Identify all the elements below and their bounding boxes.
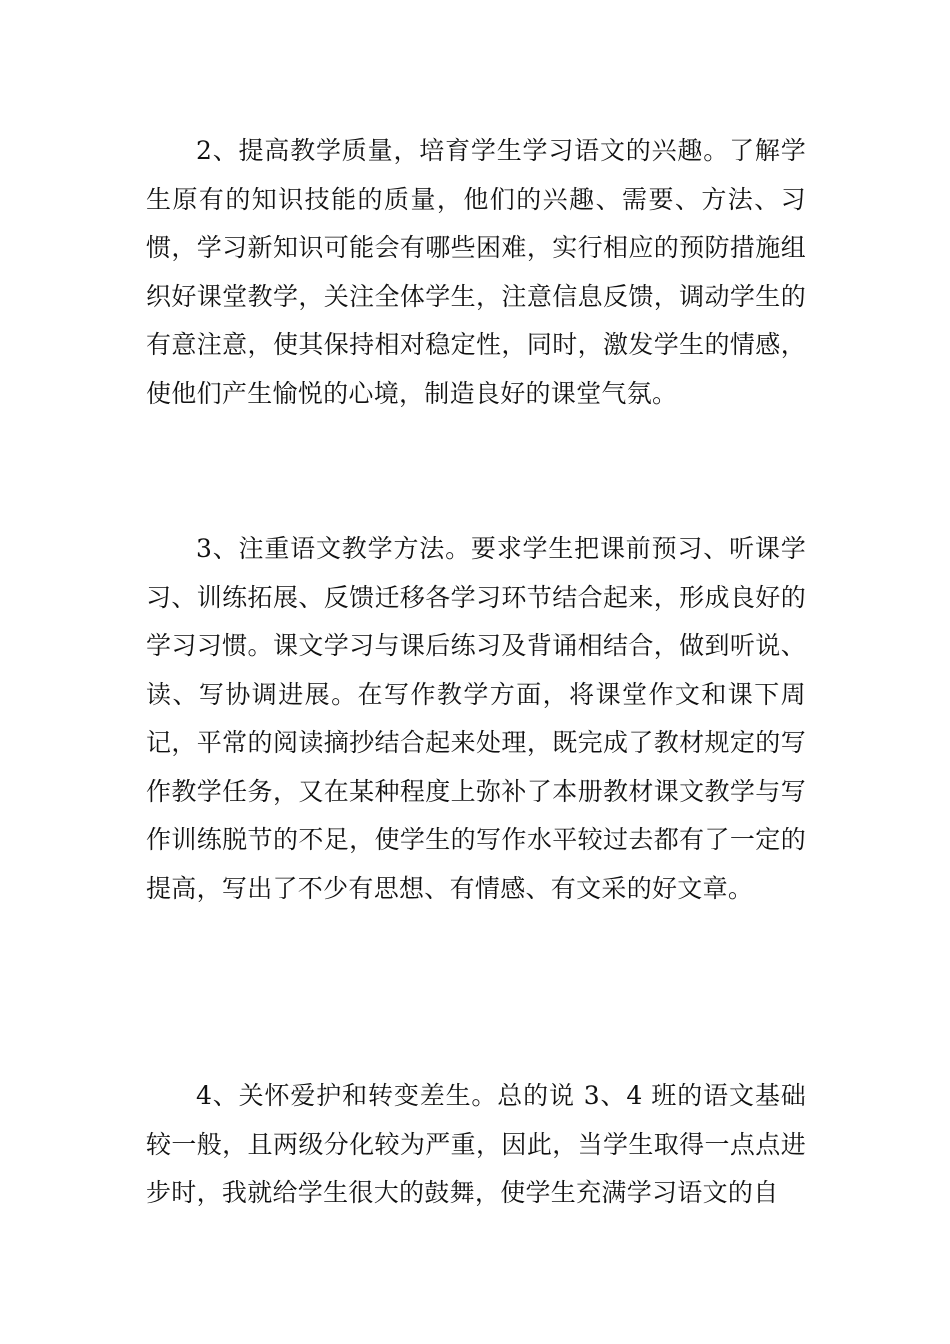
paragraph-teaching-methods: 3、注重语文教学方法。要求学生把课前预习、听课学习、训练拓展、反馈迁移各学习环节结合起来，形成良好的学习习惯。课文学习与课后练习及背诵相结合，做到听说、读、写协调进展。在写作教学方面，将课堂作文和课下周记，平常的阅读摘抄结合起来处理，既完成了教材规定的写作教学任务，又在某种程度上弥补了本册教材课文教学与写作训练脱节的不足，使学生的写作水平较过去都有了一定的提高，写出了不少有思想、有情感、有文采的好文章。: [146, 534, 806, 903]
paragraph-struggling-students: 4、关怀爱护和转变差生。总的说 3、4 班的语文基础较一般，且两级分化较为严重，因此，当学生取得一点点进步时，我就给学生很大的鼓舞，使学生充满学习语文的自: [146, 1081, 806, 1207]
paragraph-teaching-quality: 2、提高教学质量，培育学生学习语文的兴趣。了解学生原有的知识技能的质量，他们的兴趣、需要、方法、习惯，学习新知识可能会有哪些困难，实行相应的预防措施组织好课堂教学，关注全体学生，注意信息反馈，调动学生的有意注意，使其保持相对稳定性，同时，激发学生的情感，使他们产生愉悦的心境，制造良好的课堂气氛。: [146, 136, 806, 408]
